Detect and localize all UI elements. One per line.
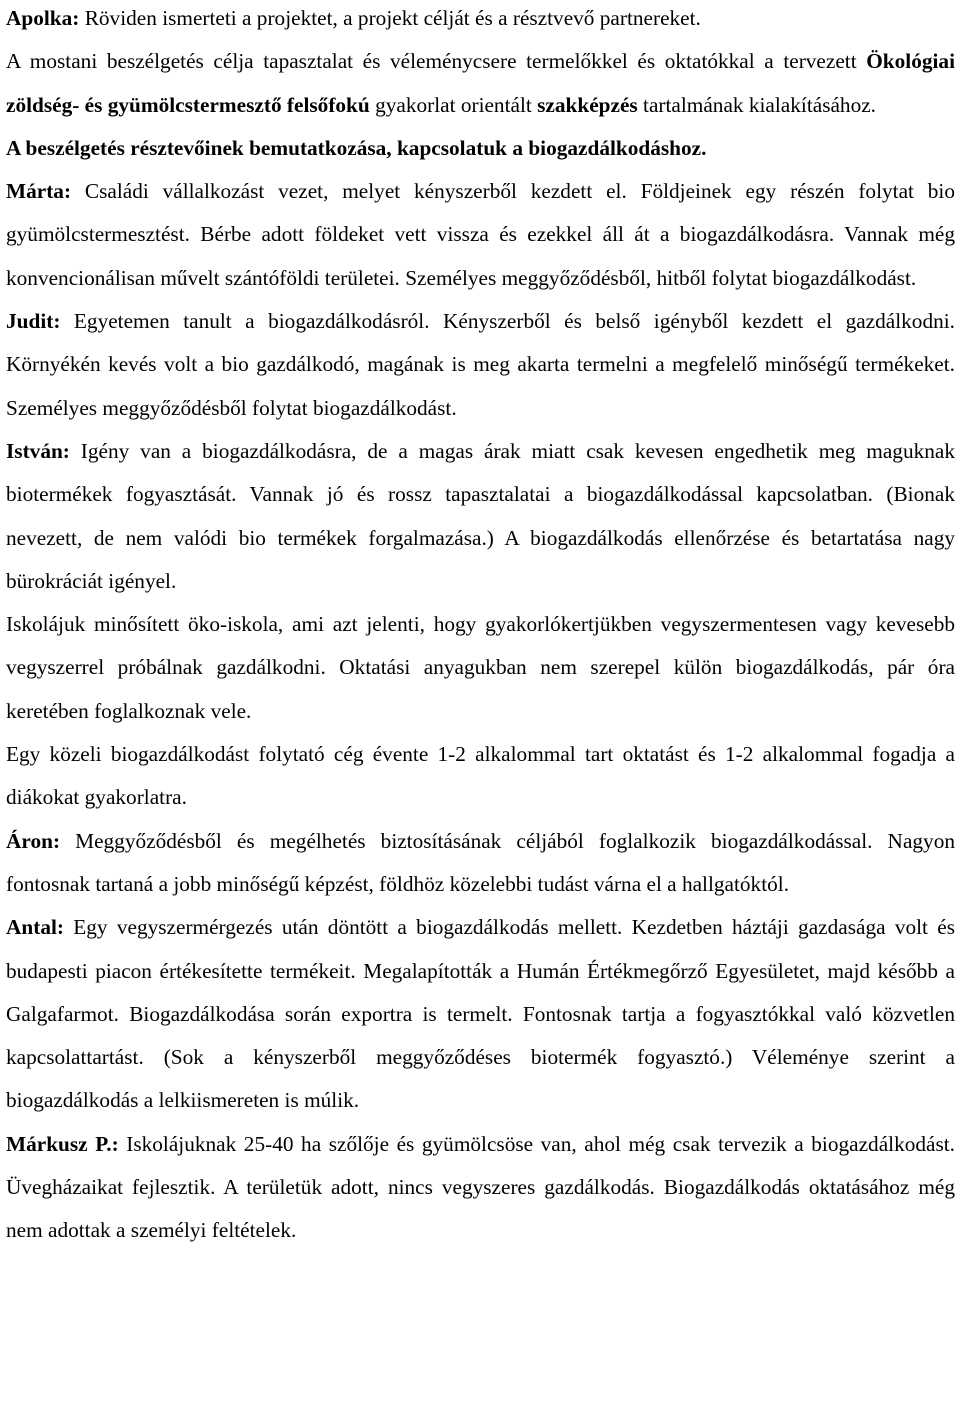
paragraph-company: Egy közeli biogazdálkodást folytató cég évente 1-2 alkalommal tart oktatást és 1-2 alkalommal fogadja a diákokat gyakorlatra.	[6, 742, 955, 810]
paragraph-text: Meggyőződésből és megélhetés biztosításának céljából foglalkozik biogazdálkodással. Nagyon fontosnak tartaná a jobb minőségű képzést, földhöz közelebbi tudást várna el a hallgatóktól.	[6, 828, 955, 896]
paragraph-antal	[6, 906, 955, 1122]
speaker-name: Áron:	[6, 828, 61, 853]
paragraph-text: Családi vállalkozást vezet, melyet kényszerből kezdett el. Földjeinek egy részén folytat bio gyümölcstermesztést. Bérbe adott földeket vett vissza és ezekkel áll át a biogazdálkodásra. Vannak még konvencionálisan művelt szántóföldi területei. Személyes meggyőződésből, hitből folytat biogazdálkodást.	[6, 179, 955, 290]
speaker-name: Márkusz P.	[6, 1131, 112, 1156]
paragraph-text: Egyetemen tanult a biogazdálkodásról. Kényszerből és belső igényből kezdett el gazdálkodni. Környékén kevés volt a bio gazdálkodó, magának is meg akarta termelni a megfelelő minőségű termékeket. Személyes meggyőződésből folytat biogazdálkodást.	[6, 309, 955, 420]
speaker-name: Márta:	[6, 179, 72, 204]
paragraph-text: tartalmának kialakításához.	[637, 92, 877, 117]
paragraph-text: gyakorlat orientált	[369, 92, 538, 117]
paragraph-apolka	[6, 0, 955, 40]
paragraph-text: Egy vegyszermérgezés után döntött a biogazdálkodás mellett. Kezdetben háztáji gazdasága volt és budapesti piacon értékesítette termékeit. Megalapították a Humán Értékmegőrző Egyesületet, majd később a Galgafarmot. Biogazdálkodása során exportra is termelt. Fontosnak tartja a fogyasztókkal való közvetlen kapcsolattartást. (Sok a kényszerből meggyőződéses biotermék fogyasztó.) Véleménye szerint a biogazdálkodás a lelkiismereten is múlik.	[6, 915, 955, 1113]
paragraph-marta	[6, 170, 955, 300]
training-name-bold: Ökológiai zöldség- és gyümölcstermesztő felsőfokú	[6, 49, 955, 117]
training-type-bold: szakképzés	[537, 92, 638, 117]
speaker-name: István:	[6, 438, 70, 463]
document-page	[6, 0, 955, 1253]
speaker-colon: :	[111, 1131, 119, 1156]
speaker-name: Antal:	[6, 915, 64, 940]
paragraph-judit	[6, 300, 955, 430]
paragraph-markusz	[6, 1123, 955, 1253]
paragraph-istvan	[6, 430, 955, 603]
paragraph-aron	[6, 820, 955, 907]
section-heading: A beszélgetés résztevőinek bemutatkozása, kapcsolatuk a biogazdálkodáshoz.	[6, 135, 707, 160]
paragraph-text: Iskolájuknak 25-40 ha szőlője és gyümölcsöse van, ahol még csak tervezik a biogazdálkodást. Üvegházaikat fejlesztik. A területük adott, nincs vegyszeres gazdálkodás. Biogazdálkodás oktatásához még nem adottak a személyi feltételek.	[6, 1131, 955, 1243]
paragraph-text: Röviden ismerteti a projektet, a projekt célját és a résztvevő partnereket.	[79, 6, 701, 30]
paragraph-text: Igény van a biogazdálkodásra, de a magas árak miatt csak kevesen engedhetik meg maguknak biotermékek fogyasztását. Vannak jó és rossz tapasztalatai a biogazdálkodással kapcsolatban. (Bionak nevezett, de nem valódi bio termékek forgalmazása.) A biogazdálkodás ellenőrzése és betartatása nagy bürokráciát igényel.	[6, 438, 955, 593]
paragraph-school: Iskolájuk minősített öko-iskola, ami azt jelenti, hogy gyakorlókertjükben vegyszermentesen vagy kevesebb vegyszerrel próbálnak gazdálkodni. Oktatási anyagukban nem szerepel külön biogazdálkodás, pár óra keretében foglalkoznak vele.	[6, 612, 955, 723]
speaker-name: Apolka:	[6, 6, 80, 30]
paragraph-text: A mostani beszélgetés célja tapasztalat és véleménycsere termelőkkel és oktatókkal a tervezett	[6, 49, 867, 74]
paragraph-purpose	[6, 40, 955, 127]
speaker-name: Judit:	[6, 309, 61, 334]
